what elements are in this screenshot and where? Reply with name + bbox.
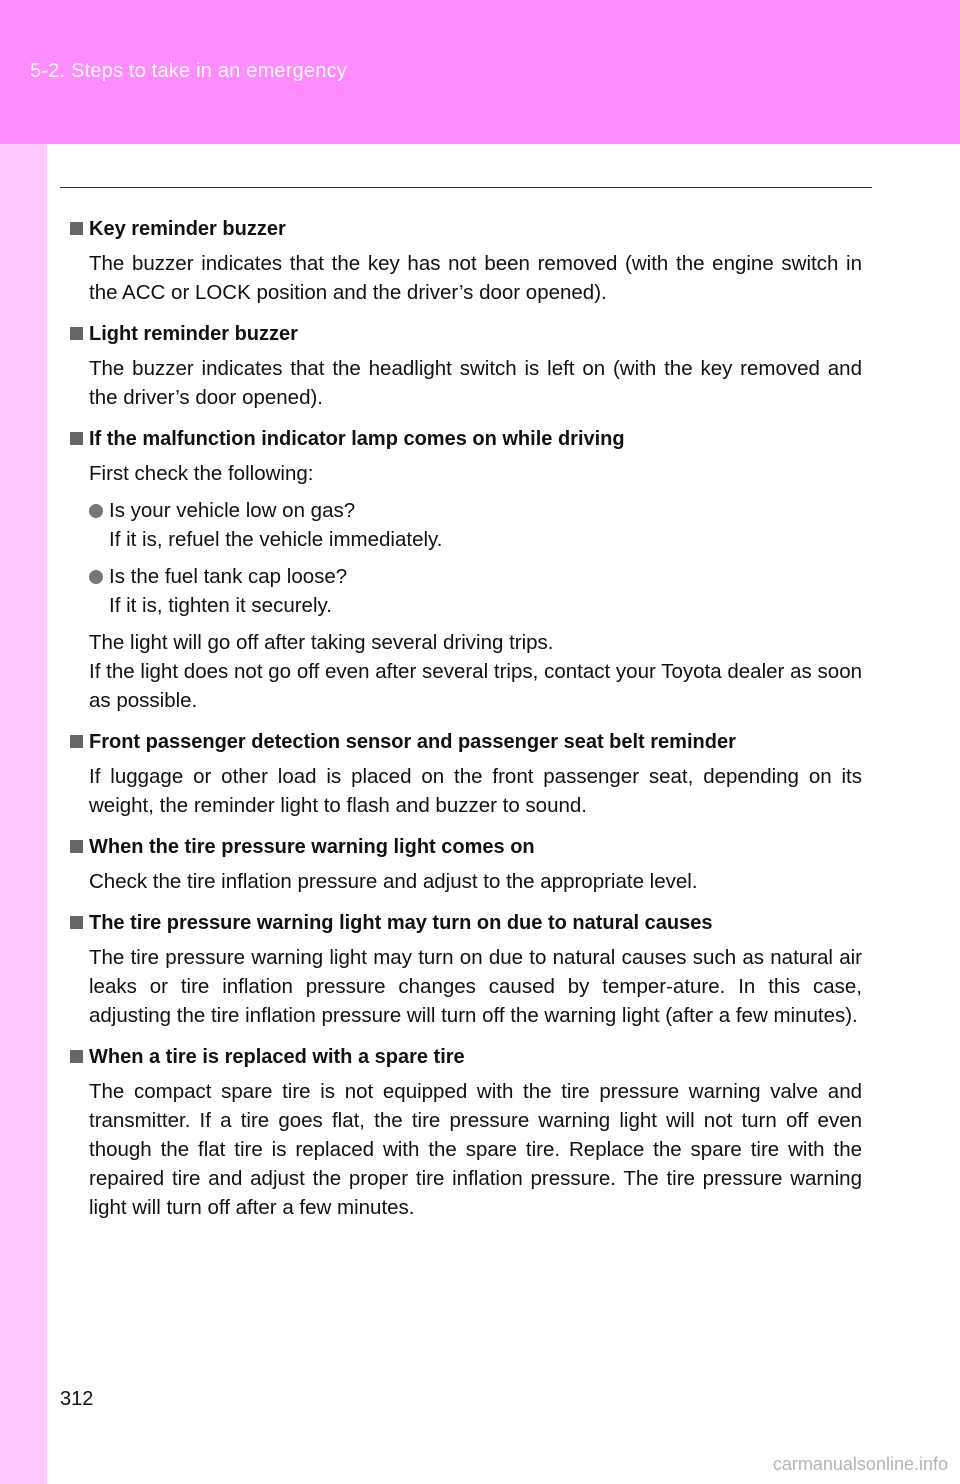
item-outro-line: The light will go off after taking several driving trips. <box>89 631 554 654</box>
square-bullet-icon <box>70 840 83 853</box>
item-paragraph: The tire pressure warning light may turn on due to natural causes such as natural air leaks or tire inflation pressure changes caused by temper-ature. In this case, adjusting the tire inflation pressure will turn off the warning light (after a few minutes). <box>89 946 862 1027</box>
list-item <box>70 496 862 554</box>
item-heading: Key reminder buzzer <box>89 218 286 240</box>
side-margin-band <box>0 144 47 1484</box>
item-intro: First check the following: <box>89 462 314 485</box>
item-paragraph: The buzzer indicates that the headlight switch is left on (with the key removed and the driver’s door opened). <box>89 357 862 409</box>
header-band <box>0 0 960 144</box>
item-heading: If the malfunction indicator lamp comes on while driving <box>89 428 625 450</box>
square-bullet-icon <box>70 222 83 235</box>
square-bullet-icon <box>70 327 83 340</box>
item-heading: When the tire pressure warning light comes on <box>89 836 535 858</box>
item-paragraph: If luggage or other load is placed on the front passenger seat, depending on its weight, the reminder light to flash and buzzer to sound. <box>89 765 862 817</box>
bullet-answer: If it is, tighten it securely. <box>109 594 332 617</box>
square-bullet-icon <box>70 432 83 445</box>
page-content <box>70 213 862 1233</box>
divider-rule <box>60 187 872 188</box>
item-tire-warning-on <box>70 831 862 896</box>
watermark: carmanualsonline.info <box>772 1454 948 1474</box>
item-natural-causes <box>70 907 862 1030</box>
bullet-question: Is your vehicle low on gas? <box>109 499 356 522</box>
bullet-answer: If it is, refuel the vehicle immediately. <box>109 528 443 551</box>
bullet-question: Is the fuel tank cap loose? <box>109 565 348 588</box>
item-passenger-sensor <box>70 726 862 820</box>
round-bullet-icon <box>89 504 103 518</box>
square-bullet-icon <box>70 916 83 929</box>
list-item <box>70 562 862 620</box>
round-bullet-icon <box>89 570 103 584</box>
item-paragraph: The buzzer indicates that the key has not been removed (with the engine switch in the ACC or LOCK position and the driver’s door opened). <box>89 252 862 304</box>
item-heading: When a tire is replaced with a spare tire <box>89 1046 465 1068</box>
square-bullet-icon <box>70 1050 83 1063</box>
item-light-reminder <box>70 318 862 412</box>
square-bullet-icon <box>70 735 83 748</box>
page-number: 312 <box>60 1388 94 1410</box>
item-key-reminder <box>70 213 862 307</box>
item-outro-line: If the light does not go off even after several trips, contact your Toyota dealer as soon as possible. <box>89 660 862 712</box>
item-paragraph: Check the tire inflation pressure and adjust to the appropriate level. <box>89 870 698 893</box>
section-title: 5-2. Steps to take in an emergency <box>30 60 347 82</box>
item-malfunction-lamp <box>70 423 862 715</box>
item-heading: Front passenger detection sensor and passenger seat belt reminder <box>89 731 736 753</box>
item-paragraph: The compact spare tire is not equipped with the tire pressure warning valve and transmitter. If a tire goes flat, the tire pressure warning light will not turn off even though the flat tire is replaced with the spare tire. Replace the spare tire with the repaired tire and adjust the proper tire inflation pressure. The tire pressure warning light will turn off after a few minutes. <box>89 1080 862 1219</box>
item-heading: Light reminder buzzer <box>89 323 298 345</box>
item-spare-tire <box>70 1041 862 1222</box>
item-heading: The tire pressure warning light may turn on due to natural causes <box>89 912 713 934</box>
